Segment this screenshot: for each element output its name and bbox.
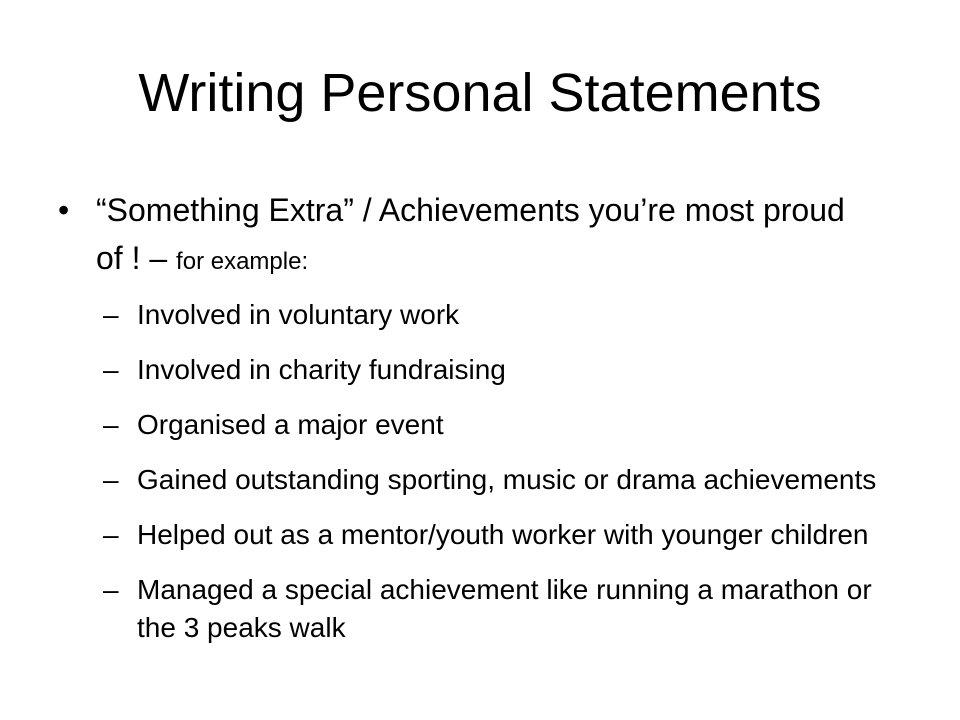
- sub-bullet-text: Managed a special achievement like running a marathon or the 3 peaks walk: [137, 574, 872, 643]
- dash-marker: –: [103, 299, 119, 330]
- sub-bullet-item: [103, 461, 903, 499]
- bullet-text: [96, 186, 878, 286]
- bullet-example-text: for example:: [176, 248, 309, 275]
- dash-marker: –: [103, 354, 119, 385]
- bullet-item: [58, 186, 878, 286]
- sub-bullet-text: Involved in charity fundraising: [137, 354, 506, 385]
- dash-marker: –: [103, 409, 119, 440]
- bullet-main-text: “Something Extra” / Achievements you’re most proud of ! –: [96, 192, 845, 276]
- sub-bullet-text: Helped out as a mentor/youth worker with younger children: [137, 519, 869, 550]
- bullet-marker: •: [58, 192, 70, 228]
- sub-bullet-text: Involved in voluntary work: [137, 299, 460, 330]
- sub-bullet-text: Organised a major event: [137, 409, 444, 440]
- slide-title: Writing Personal Statements: [138, 63, 822, 123]
- sub-bullet-text: Gained outstanding sporting, music or drama achievements: [137, 464, 877, 495]
- dash-marker: –: [103, 464, 119, 495]
- sub-bullet-item: [103, 406, 903, 444]
- sub-bullet-item: [103, 296, 903, 334]
- sub-bullet-list: [103, 296, 903, 664]
- dash-marker: –: [103, 574, 119, 605]
- sub-bullet-item: [103, 571, 903, 647]
- sub-bullet-item: [103, 516, 903, 554]
- dash-marker: –: [103, 519, 119, 550]
- sub-bullet-item: [103, 351, 903, 389]
